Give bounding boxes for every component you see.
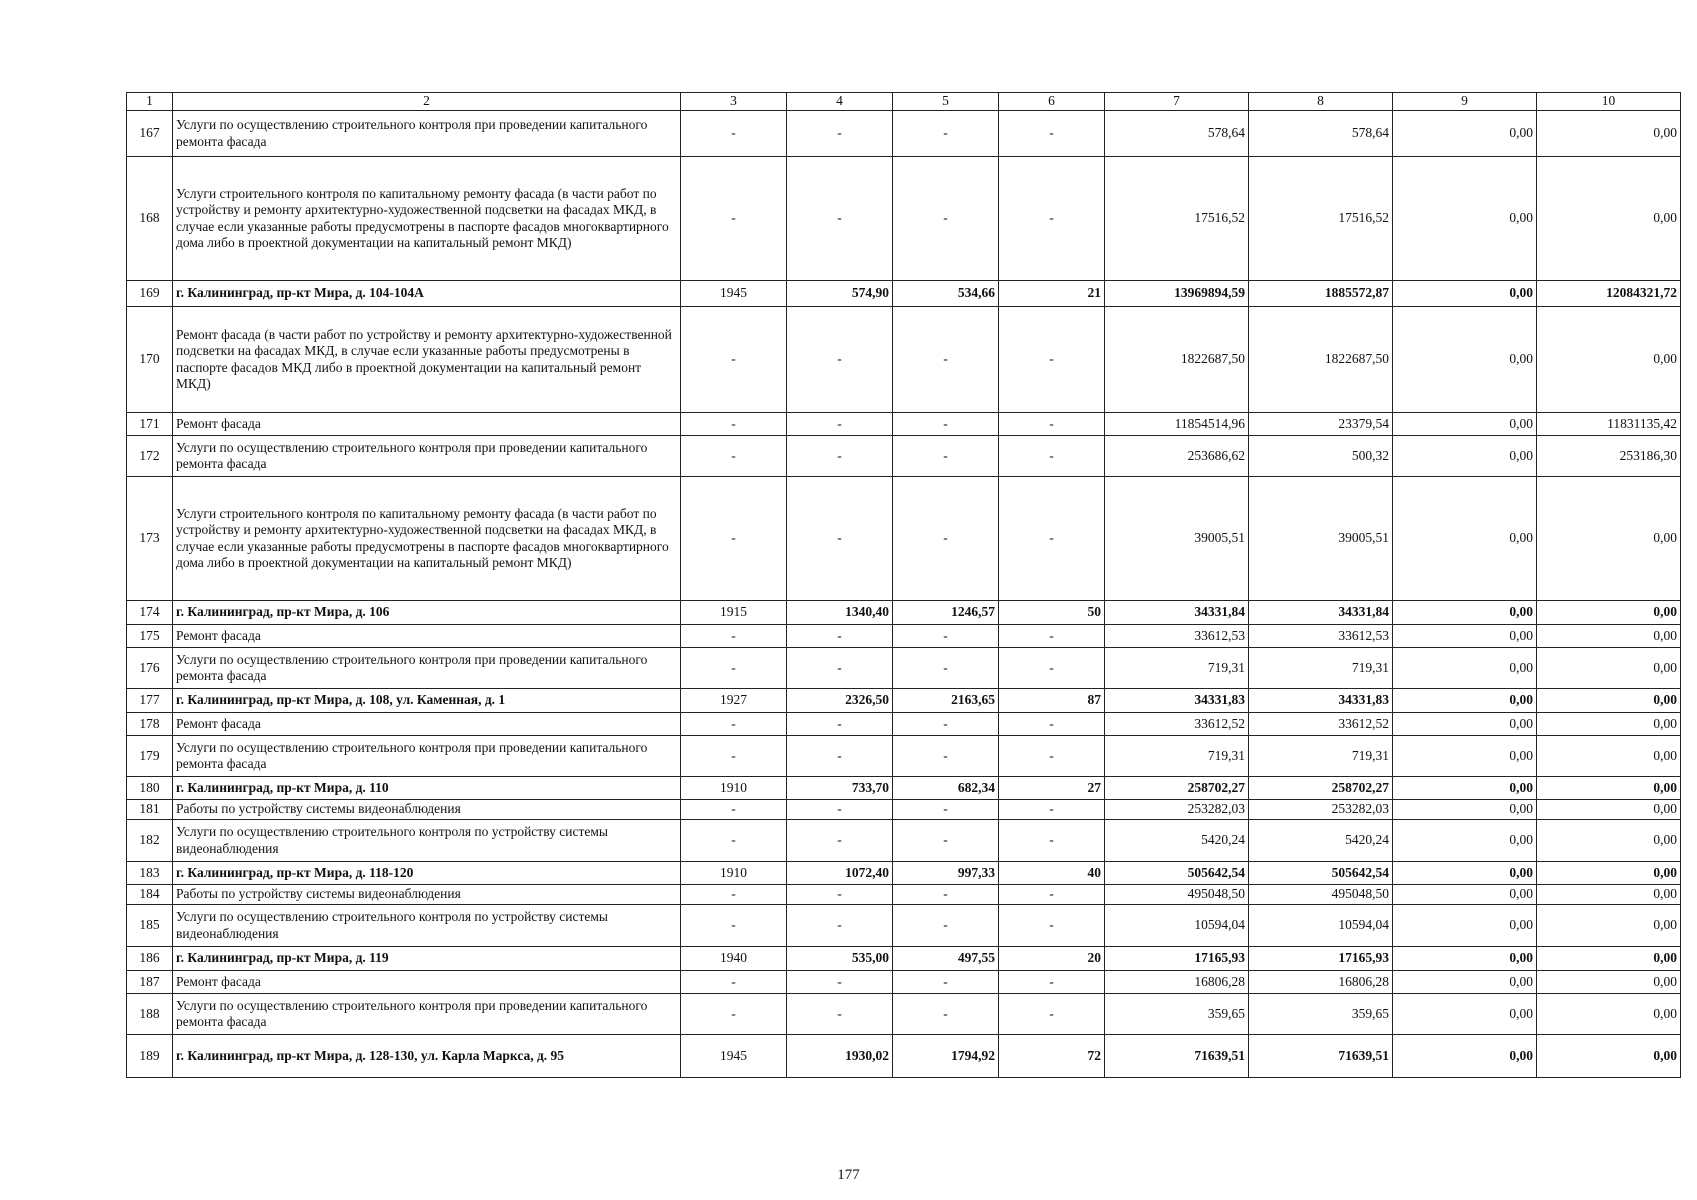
table-row-address (127, 947, 1681, 971)
total-cost-cell: 13969894,59 (1105, 281, 1249, 307)
cost-col8-cell: 719,31 (1249, 736, 1393, 777)
cost-col10-cell: 0,00 (1537, 625, 1681, 648)
area-living-cell: - (893, 625, 999, 648)
table-row (127, 436, 1681, 477)
row-description-cell: Услуги по осуществлению строительного контроля по устройству системы видеонаблюдения (173, 905, 681, 947)
cost-col9-cell: 0,00 (1393, 947, 1537, 971)
area-total-cell: - (787, 885, 893, 905)
cost-col10-cell: 0,00 (1537, 601, 1681, 625)
total-cost-cell: 253282,03 (1105, 800, 1249, 820)
area-living-cell: - (893, 885, 999, 905)
row-number-cell: 180 (127, 777, 173, 800)
header-col-10: 10 (1537, 93, 1681, 111)
cost-col8-cell: 23379,54 (1249, 413, 1393, 436)
cost-col9-cell: 0,00 (1393, 820, 1537, 862)
area-living-cell: - (893, 436, 999, 477)
row-number-cell: 183 (127, 862, 173, 885)
cost-col8-cell: 1822687,50 (1249, 307, 1393, 413)
area-total-cell: - (787, 971, 893, 994)
table-row (127, 736, 1681, 777)
total-cost-cell: 253686,62 (1105, 436, 1249, 477)
row-description-cell: Ремонт фасада (173, 413, 681, 436)
area-living-cell: 997,33 (893, 862, 999, 885)
row-description-cell: Работы по устройству системы видеонаблюдения (173, 885, 681, 905)
row-description-cell: Услуги по осуществлению строительного контроля по устройству системы видеонаблюдения (173, 820, 681, 862)
cost-col9-cell: 0,00 (1393, 307, 1537, 413)
cost-col9-cell: 0,00 (1393, 713, 1537, 736)
table-row (127, 800, 1681, 820)
area-total-cell: 535,00 (787, 947, 893, 971)
table-row (127, 157, 1681, 281)
year-cell: - (681, 713, 787, 736)
row-description-cell: Услуги по осуществлению строительного контроля при проведении капитального ремонта фасада (173, 436, 681, 477)
residents-cell: - (999, 436, 1105, 477)
row-number-cell: 172 (127, 436, 173, 477)
cost-col8-cell: 1885572,87 (1249, 281, 1393, 307)
area-living-cell: 1794,92 (893, 1035, 999, 1078)
residents-cell: - (999, 648, 1105, 689)
residents-cell: - (999, 905, 1105, 947)
table-row (127, 713, 1681, 736)
cost-col10-cell: 11831135,42 (1537, 413, 1681, 436)
table-row (127, 994, 1681, 1035)
cost-col8-cell: 17165,93 (1249, 947, 1393, 971)
area-total-cell: 1930,02 (787, 1035, 893, 1078)
cost-col8-cell: 71639,51 (1249, 1035, 1393, 1078)
area-total-cell: - (787, 111, 893, 157)
cost-col8-cell: 34331,83 (1249, 689, 1393, 713)
cost-col10-cell: 0,00 (1537, 777, 1681, 800)
header-col-8: 8 (1249, 93, 1393, 111)
total-cost-cell: 1822687,50 (1105, 307, 1249, 413)
total-cost-cell: 578,64 (1105, 111, 1249, 157)
table-row-address (127, 1035, 1681, 1078)
row-number-cell: 187 (127, 971, 173, 994)
cost-col9-cell: 0,00 (1393, 111, 1537, 157)
residents-cell: - (999, 625, 1105, 648)
cost-col9-cell: 0,00 (1393, 413, 1537, 436)
area-total-cell: - (787, 736, 893, 777)
area-living-cell: 2163,65 (893, 689, 999, 713)
table-row (127, 885, 1681, 905)
row-description-cell: г. Калининград, пр-кт Мира, д. 118-120 (173, 862, 681, 885)
page-number: 177 (837, 1167, 860, 1183)
cost-col8-cell: 5420,24 (1249, 820, 1393, 862)
row-number-cell: 181 (127, 800, 173, 820)
row-number-cell: 177 (127, 689, 173, 713)
total-cost-cell: 17165,93 (1105, 947, 1249, 971)
area-total-cell: 733,70 (787, 777, 893, 800)
cost-col10-cell: 12084321,72 (1537, 281, 1681, 307)
total-cost-cell: 719,31 (1105, 736, 1249, 777)
row-description-cell: Ремонт фасада (173, 713, 681, 736)
area-living-cell: - (893, 307, 999, 413)
residents-cell: - (999, 971, 1105, 994)
total-cost-cell: 34331,83 (1105, 689, 1249, 713)
row-description-cell: г. Калининград, пр-кт Мира, д. 106 (173, 601, 681, 625)
year-cell: 1945 (681, 1035, 787, 1078)
table-row (127, 625, 1681, 648)
header-col-5: 5 (893, 93, 999, 111)
area-living-cell: - (893, 111, 999, 157)
cost-col9-cell: 0,00 (1393, 157, 1537, 281)
year-cell: - (681, 736, 787, 777)
area-living-cell: - (893, 994, 999, 1035)
table-row-address (127, 862, 1681, 885)
residents-cell: - (999, 477, 1105, 601)
cost-col9-cell: 0,00 (1393, 862, 1537, 885)
cost-col8-cell: 578,64 (1249, 111, 1393, 157)
area-living-cell: 682,34 (893, 777, 999, 800)
document-table-wrapper (126, 92, 1677, 1078)
cost-col8-cell: 359,65 (1249, 994, 1393, 1035)
row-description-cell: г. Калининград, пр-кт Мира, д. 108, ул. Каменная, д. 1 (173, 689, 681, 713)
area-living-cell: - (893, 800, 999, 820)
year-cell: - (681, 413, 787, 436)
header-col-2: 2 (173, 93, 681, 111)
row-number-cell: 170 (127, 307, 173, 413)
residents-cell: - (999, 111, 1105, 157)
cost-col8-cell: 258702,27 (1249, 777, 1393, 800)
area-living-cell: - (893, 971, 999, 994)
area-total-cell: - (787, 905, 893, 947)
year-cell: 1945 (681, 281, 787, 307)
area-total-cell: - (787, 713, 893, 736)
cost-col10-cell: 0,00 (1537, 713, 1681, 736)
row-description-cell: Ремонт фасада (в части работ по устройству и ремонту архитектурно-художественной подсветки на фасадах МКД, в случае если указанные работы предусмотрены в паспорте фасадов МКД либо в проектной документации на капитальный ремонт МКД) (173, 307, 681, 413)
cost-col10-cell: 0,00 (1537, 820, 1681, 862)
table-row (127, 820, 1681, 862)
cost-col10-cell: 0,00 (1537, 905, 1681, 947)
cost-col9-cell: 0,00 (1393, 689, 1537, 713)
row-description-cell: Ремонт фасада (173, 625, 681, 648)
cost-col9-cell: 0,00 (1393, 625, 1537, 648)
year-cell: - (681, 994, 787, 1035)
residents-cell: - (999, 413, 1105, 436)
area-total-cell: - (787, 307, 893, 413)
total-cost-cell: 505642,54 (1105, 862, 1249, 885)
table-row-address (127, 777, 1681, 800)
year-cell: - (681, 111, 787, 157)
area-living-cell: - (893, 157, 999, 281)
table-row (127, 477, 1681, 601)
year-cell: - (681, 905, 787, 947)
table-row-address (127, 601, 1681, 625)
cost-col8-cell: 17516,52 (1249, 157, 1393, 281)
area-living-cell: 534,66 (893, 281, 999, 307)
area-living-cell: 1246,57 (893, 601, 999, 625)
residents-cell: - (999, 820, 1105, 862)
area-living-cell: 497,55 (893, 947, 999, 971)
area-living-cell: - (893, 477, 999, 601)
cost-col10-cell: 0,00 (1537, 689, 1681, 713)
total-cost-cell: 5420,24 (1105, 820, 1249, 862)
area-total-cell: 1072,40 (787, 862, 893, 885)
year-cell: - (681, 885, 787, 905)
area-living-cell: - (893, 820, 999, 862)
residents-cell: - (999, 307, 1105, 413)
total-cost-cell: 17516,52 (1105, 157, 1249, 281)
row-number-cell: 168 (127, 157, 173, 281)
year-cell: - (681, 971, 787, 994)
residents-cell: - (999, 885, 1105, 905)
area-living-cell: - (893, 905, 999, 947)
year-cell: - (681, 157, 787, 281)
row-number-cell: 185 (127, 905, 173, 947)
table-row-address (127, 689, 1681, 713)
table-row (127, 905, 1681, 947)
capital-repair-table (126, 92, 1681, 1078)
cost-col9-cell: 0,00 (1393, 800, 1537, 820)
year-cell: 1940 (681, 947, 787, 971)
cost-col10-cell: 0,00 (1537, 307, 1681, 413)
column-number-header-row (127, 93, 1681, 111)
row-number-cell: 182 (127, 820, 173, 862)
year-cell: - (681, 800, 787, 820)
residents-cell: - (999, 994, 1105, 1035)
area-living-cell: - (893, 413, 999, 436)
cost-col10-cell: 0,00 (1537, 800, 1681, 820)
cost-col8-cell: 10594,04 (1249, 905, 1393, 947)
cost-col8-cell: 505642,54 (1249, 862, 1393, 885)
area-total-cell: - (787, 436, 893, 477)
cost-col10-cell: 0,00 (1537, 648, 1681, 689)
row-number-cell: 188 (127, 994, 173, 1035)
area-living-cell: - (893, 648, 999, 689)
area-total-cell: - (787, 994, 893, 1035)
total-cost-cell: 10594,04 (1105, 905, 1249, 947)
row-number-cell: 167 (127, 111, 173, 157)
row-description-cell: Услуги по осуществлению строительного контроля при проведении капитального ремонта фасада (173, 111, 681, 157)
row-description-cell: г. Калининград, пр-кт Мира, д. 104-104А (173, 281, 681, 307)
table-row (127, 971, 1681, 994)
area-living-cell: - (893, 713, 999, 736)
cost-col9-cell: 0,00 (1393, 477, 1537, 601)
area-total-cell: - (787, 820, 893, 862)
total-cost-cell: 495048,50 (1105, 885, 1249, 905)
cost-col9-cell: 0,00 (1393, 885, 1537, 905)
cost-col10-cell: 0,00 (1537, 994, 1681, 1035)
row-number-cell: 176 (127, 648, 173, 689)
year-cell: - (681, 648, 787, 689)
header-col-4: 4 (787, 93, 893, 111)
residents-cell: 27 (999, 777, 1105, 800)
area-total-cell: - (787, 800, 893, 820)
total-cost-cell: 359,65 (1105, 994, 1249, 1035)
residents-cell: 40 (999, 862, 1105, 885)
cost-col8-cell: 495048,50 (1249, 885, 1393, 905)
cost-col9-cell: 0,00 (1393, 994, 1537, 1035)
row-number-cell: 169 (127, 281, 173, 307)
cost-col10-cell: 0,00 (1537, 1035, 1681, 1078)
year-cell: - (681, 307, 787, 413)
row-number-cell: 171 (127, 413, 173, 436)
area-total-cell: - (787, 157, 893, 281)
area-total-cell: 2326,50 (787, 689, 893, 713)
cost-col10-cell: 0,00 (1537, 111, 1681, 157)
row-description-cell: Работы по устройству системы видеонаблюдения (173, 800, 681, 820)
cost-col9-cell: 0,00 (1393, 648, 1537, 689)
row-number-cell: 179 (127, 736, 173, 777)
residents-cell: 20 (999, 947, 1105, 971)
residents-cell: 87 (999, 689, 1105, 713)
header-col-6: 6 (999, 93, 1105, 111)
cost-col10-cell: 0,00 (1537, 971, 1681, 994)
residents-cell: - (999, 800, 1105, 820)
total-cost-cell: 16806,28 (1105, 971, 1249, 994)
cost-col9-cell: 0,00 (1393, 777, 1537, 800)
year-cell: 1910 (681, 862, 787, 885)
residents-cell: 72 (999, 1035, 1105, 1078)
cost-col10-cell: 0,00 (1537, 947, 1681, 971)
total-cost-cell: 33612,52 (1105, 713, 1249, 736)
residents-cell: - (999, 157, 1105, 281)
residents-cell: - (999, 736, 1105, 777)
cost-col9-cell: 0,00 (1393, 905, 1537, 947)
total-cost-cell: 258702,27 (1105, 777, 1249, 800)
cost-col9-cell: 0,00 (1393, 601, 1537, 625)
table-row (127, 413, 1681, 436)
cost-col10-cell: 253186,30 (1537, 436, 1681, 477)
row-description-cell: Услуги строительного контроля по капитальному ремонту фасада (в части работ по устройству и ремонту архитектурно-художественной подсветки на фасадах МКД, в случае если указанные работы предусмотрены в паспорте фасадов многоквартирного дома либо в проектной документации на капитальный ремонт МКД) (173, 477, 681, 601)
area-total-cell: 1340,40 (787, 601, 893, 625)
cost-col9-cell: 0,00 (1393, 281, 1537, 307)
table-row (127, 307, 1681, 413)
cost-col8-cell: 16806,28 (1249, 971, 1393, 994)
area-total-cell: - (787, 477, 893, 601)
row-description-cell: г. Калининград, пр-кт Мира, д. 128-130, ул. Карла Маркса, д. 95 (173, 1035, 681, 1078)
year-cell: 1927 (681, 689, 787, 713)
row-description-cell: Услуги строительного контроля по капитальному ремонту фасада (в части работ по устройству и ремонту архитектурно-художественной подсветки на фасадах МКД, в случае если указанные работы предусмотрены в паспорте фасадов многоквартирного дома либо в проектной документации на капитальный ремонт МКД) (173, 157, 681, 281)
residents-cell: - (999, 713, 1105, 736)
total-cost-cell: 39005,51 (1105, 477, 1249, 601)
cost-col8-cell: 719,31 (1249, 648, 1393, 689)
cost-col8-cell: 253282,03 (1249, 800, 1393, 820)
cost-col8-cell: 33612,53 (1249, 625, 1393, 648)
cost-col9-cell: 0,00 (1393, 1035, 1537, 1078)
row-description-cell: Услуги по осуществлению строительного контроля при проведении капитального ремонта фасада (173, 994, 681, 1035)
area-total-cell: - (787, 625, 893, 648)
cost-col8-cell: 33612,52 (1249, 713, 1393, 736)
cost-col9-cell: 0,00 (1393, 436, 1537, 477)
cost-col10-cell: 0,00 (1537, 477, 1681, 601)
total-cost-cell: 719,31 (1105, 648, 1249, 689)
cost-col10-cell: 0,00 (1537, 157, 1681, 281)
row-description-cell: Услуги по осуществлению строительного контроля при проведении капитального ремонта фасада (173, 648, 681, 689)
residents-cell: 50 (999, 601, 1105, 625)
cost-col10-cell: 0,00 (1537, 736, 1681, 777)
cost-col8-cell: 34331,84 (1249, 601, 1393, 625)
cost-col10-cell: 0,00 (1537, 862, 1681, 885)
row-number-cell: 186 (127, 947, 173, 971)
header-col-9: 9 (1393, 93, 1537, 111)
total-cost-cell: 33612,53 (1105, 625, 1249, 648)
row-number-cell: 173 (127, 477, 173, 601)
table-row (127, 648, 1681, 689)
year-cell: 1910 (681, 777, 787, 800)
row-description-cell: г. Калининград, пр-кт Мира, д. 110 (173, 777, 681, 800)
area-living-cell: - (893, 736, 999, 777)
cost-col8-cell: 500,32 (1249, 436, 1393, 477)
year-cell: 1915 (681, 601, 787, 625)
residents-cell: 21 (999, 281, 1105, 307)
cost-col10-cell: 0,00 (1537, 885, 1681, 905)
cost-col8-cell: 39005,51 (1249, 477, 1393, 601)
table-row-address (127, 281, 1681, 307)
row-number-cell: 184 (127, 885, 173, 905)
row-number-cell: 175 (127, 625, 173, 648)
header-col-7: 7 (1105, 93, 1249, 111)
row-number-cell: 174 (127, 601, 173, 625)
row-number-cell: 178 (127, 713, 173, 736)
total-cost-cell: 11854514,96 (1105, 413, 1249, 436)
year-cell: - (681, 477, 787, 601)
row-number-cell: 189 (127, 1035, 173, 1078)
year-cell: - (681, 625, 787, 648)
total-cost-cell: 34331,84 (1105, 601, 1249, 625)
year-cell: - (681, 436, 787, 477)
row-description-cell: Услуги по осуществлению строительного контроля при проведении капитального ремонта фасада (173, 736, 681, 777)
row-description-cell: г. Калининград, пр-кт Мира, д. 119 (173, 947, 681, 971)
cost-col9-cell: 0,00 (1393, 971, 1537, 994)
area-total-cell: - (787, 648, 893, 689)
header-col-3: 3 (681, 93, 787, 111)
year-cell: - (681, 820, 787, 862)
area-total-cell: - (787, 413, 893, 436)
header-col-1: 1 (127, 93, 173, 111)
table-row (127, 111, 1681, 157)
row-description-cell: Ремонт фасада (173, 971, 681, 994)
table-body (127, 111, 1681, 1078)
cost-col9-cell: 0,00 (1393, 736, 1537, 777)
area-total-cell: 574,90 (787, 281, 893, 307)
total-cost-cell: 71639,51 (1105, 1035, 1249, 1078)
